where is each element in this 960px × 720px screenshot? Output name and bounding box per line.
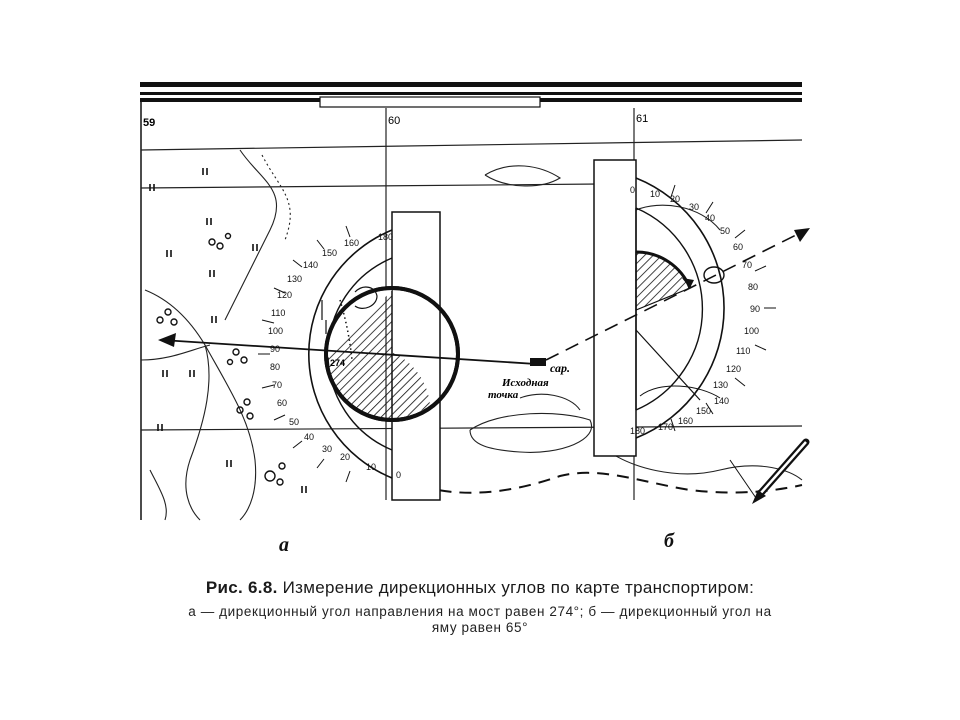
protractor-b-tick-label: 150 bbox=[696, 406, 712, 416]
start-point-label-2: точка bbox=[488, 389, 519, 401]
caption-line-2: а — дирекционный угол направления на мост равен 274°; б — дирекционный угол на bbox=[188, 604, 772, 619]
protractor-b-tick-label: 10 bbox=[650, 189, 661, 199]
protractor-b-tick-label: 100 bbox=[744, 326, 760, 336]
protractor-a-tick-label: 110 bbox=[271, 308, 286, 318]
protractor-b-tick-label: 90 bbox=[750, 304, 761, 314]
grid-label-60: 60 bbox=[388, 115, 401, 127]
protractor-a-tick-label: 150 bbox=[322, 248, 338, 258]
figure-caption bbox=[0, 578, 960, 635]
direction-line-b bbox=[546, 228, 810, 360]
protractor-b-tick-label: 180 bbox=[630, 426, 646, 436]
protractor-b-tick-label: 50 bbox=[720, 226, 731, 236]
panel-label-a: а bbox=[279, 534, 289, 556]
protractor-a-tick-label: 70 bbox=[272, 380, 283, 390]
caption-title bbox=[0, 578, 960, 598]
dashed-road bbox=[420, 473, 802, 493]
protractor-a-tick-label: 160 bbox=[344, 238, 360, 248]
protractor-b-tick-label: 160 bbox=[678, 416, 694, 426]
protractor-a-tick-label: 180 bbox=[378, 232, 394, 242]
caption-line-3: яму равен 65° bbox=[431, 620, 529, 635]
protractor-b-tick-label: 60 bbox=[733, 242, 744, 252]
protractor-a-tick-label: 60 bbox=[277, 398, 288, 408]
grid-label-59: 59 bbox=[143, 117, 156, 129]
protractor-b-angle-sector bbox=[636, 252, 690, 310]
caption-fig-number: Рис. 6.8. bbox=[205, 578, 278, 597]
start-point-label-1: Исходная bbox=[502, 377, 549, 389]
protractor-a-tick-label: 80 bbox=[270, 362, 281, 372]
protractor-b-tick-label: 140 bbox=[714, 396, 730, 406]
pencil-icon bbox=[730, 442, 806, 504]
protractor-a-angle-label: 274 bbox=[330, 358, 346, 368]
protractor-a-tick-label: 10 bbox=[366, 462, 377, 472]
protractor-a-tick-label: 30 bbox=[322, 444, 333, 454]
protractor-a-tick-label: 0 bbox=[396, 470, 402, 480]
forest-symbols bbox=[157, 234, 288, 486]
protractor-a-tick-label: 20 bbox=[340, 452, 351, 462]
protractor-b-tick-label: 120 bbox=[726, 364, 742, 374]
protractor-a-tick-label: 100 bbox=[268, 326, 284, 336]
protractor-b-inner-arc bbox=[636, 208, 702, 410]
panel-label-b: б bbox=[664, 530, 674, 552]
protractor-b-tick-label: 40 bbox=[705, 213, 716, 223]
protractor-a-tick-label: 50 bbox=[289, 417, 300, 427]
protractor-b bbox=[594, 160, 776, 456]
protractor-b-tick-label: 0 bbox=[630, 185, 636, 195]
protractor-b-ruler bbox=[594, 160, 636, 456]
protractor-b-tick-label: 110 bbox=[736, 346, 751, 356]
protractor-b-tick-label: 170 bbox=[658, 422, 674, 432]
bridge-label: сар. bbox=[550, 361, 571, 375]
protractor-b-tick-label: 80 bbox=[748, 282, 759, 292]
protractor-b-tick-label: 30 bbox=[689, 202, 700, 212]
caption-title-text: Измерение дирекционных углов по карте транспортиром: bbox=[282, 578, 755, 597]
protractor-b-tick-label: 130 bbox=[713, 380, 729, 390]
grid-label-61: 61 bbox=[636, 113, 649, 125]
protractor-b-tick-label: 70 bbox=[742, 260, 753, 270]
protractor-a-tick-label: 140 bbox=[303, 260, 319, 270]
protractor-a-tick-label: 90 bbox=[270, 344, 281, 354]
terrain-contours bbox=[141, 150, 802, 520]
start-point-marker bbox=[530, 358, 546, 366]
protractor-a-tick-label: 130 bbox=[287, 274, 303, 284]
protractor-a bbox=[258, 212, 458, 500]
protractor-b-tick-label: 20 bbox=[670, 194, 681, 204]
protractor-a-tick-label: 120 bbox=[277, 290, 293, 300]
protractor-a-tick-label: 40 bbox=[304, 432, 315, 442]
